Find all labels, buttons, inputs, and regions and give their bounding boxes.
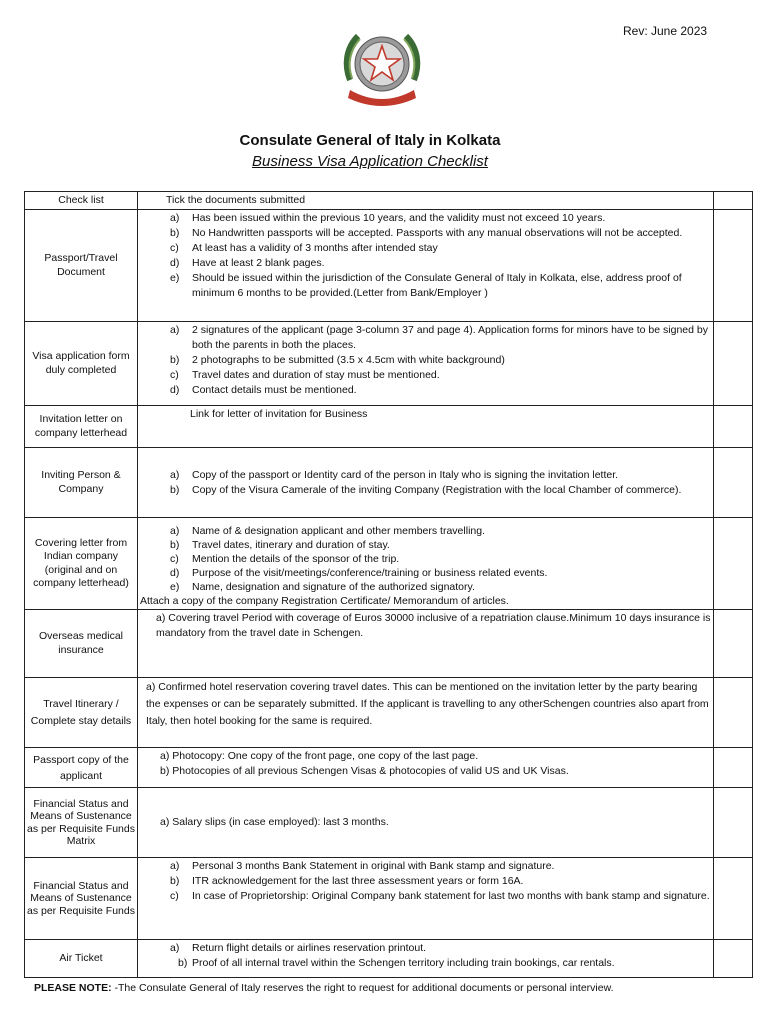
list-item: b) Photocopies of all previous Schengen Visas & photocopies of valid US and UK Visas. <box>160 765 569 777</box>
table-row <box>25 322 753 406</box>
list-item: a) Has been issued within the previous 10 years, and the validity must not exceed 10 years. <box>170 212 606 224</box>
tick-box[interactable] <box>714 610 753 678</box>
row-category: Overseas medical insurance <box>25 610 138 678</box>
row-category: Passport/Travel Document <box>25 210 138 322</box>
row-details <box>138 448 714 518</box>
list-item: a) Photocopy: One copy of the front page, one copy of the last page. <box>160 750 479 762</box>
row-category: Invitation letter on company letterhead <box>25 406 138 448</box>
row-details <box>138 610 714 678</box>
table-row <box>25 940 753 978</box>
list-item: c) Travel dates and duration of stay must be mentioned. <box>170 369 440 381</box>
table-row <box>25 210 753 322</box>
row-details <box>138 858 714 940</box>
list-item: c) Mention the details of the sponsor of the trip. <box>170 553 400 565</box>
list-item: b) 2 photographs to be submitted (3.5 x 4.5cm with white background) <box>170 354 505 366</box>
table-row <box>25 610 753 678</box>
tick-box[interactable] <box>714 748 753 788</box>
tick-box[interactable] <box>714 406 753 448</box>
document-checklist-table <box>24 191 753 978</box>
header-tick-documents: Tick the documents submitted <box>138 192 714 210</box>
list-item: d) Have at least 2 blank pages. <box>170 257 325 269</box>
page-subtitle: Business Visa Application Checklist <box>252 153 488 170</box>
table-row <box>25 748 753 788</box>
list-item: a) Return flight details or airlines reservation printout. <box>170 942 427 954</box>
list-item: a) 2 signatures of the applicant (page 3-column 37 and page 4). Application forms for minors have to be signed by both the parents in both the places. <box>170 324 708 351</box>
footer-note <box>34 982 614 994</box>
tick-box[interactable] <box>714 940 753 978</box>
list-item: c) At least has a validity of 3 months after intended stay <box>170 242 438 254</box>
italian-emblem-icon <box>336 20 428 112</box>
table-row <box>25 858 753 940</box>
registration-certificate-note: Attach a copy of the company Registration Certificate/ Memorandum of articles. <box>140 595 509 607</box>
tick-box[interactable] <box>714 210 753 322</box>
row-category: Passport copy of the applicant <box>25 748 138 788</box>
table-header-row <box>25 192 753 210</box>
itinerary-text: a) Confirmed hotel reservation covering travel dates. This can be mentioned on the invitation letter by the party bearing the expenses or can be separately submitted. If the applicant is travelling to any otherSchengen countries also apart from Italy, then hotel booking for the same is required. <box>146 681 709 727</box>
table-row <box>25 448 753 518</box>
list-item: a) Name of & designation applicant and other members travelling. <box>170 525 485 537</box>
row-details <box>138 788 714 858</box>
tick-box[interactable] <box>714 518 753 610</box>
tick-box[interactable] <box>714 322 753 406</box>
list-item: b) No Handwritten passports will be accepted. Passports with any manual observations will not be accepted. <box>170 227 683 239</box>
row-category: Covering letter from Indian company (original and on company letterhead) <box>25 518 138 610</box>
list-item: b) Travel dates, itinerary and duration of stay. <box>170 539 390 551</box>
list-item: d) Purpose of the visit/meetings/conference/training or business related events. <box>170 567 548 579</box>
salary-slips-text: a) Salary slips (in case employed): last 3 months. <box>160 816 389 828</box>
note-label: PLEASE NOTE: <box>34 982 112 994</box>
row-details <box>138 210 714 322</box>
list-item: d) Contact details must be mentioned. <box>170 384 357 396</box>
list-item: b) ITR acknowledgement for the last three assessment years or form 16A. <box>170 875 524 887</box>
row-details <box>138 678 714 748</box>
row-category: Visa application form duly completed <box>25 322 138 406</box>
tick-box[interactable] <box>714 858 753 940</box>
tick-box[interactable] <box>714 448 753 518</box>
row-category: Financial Status and Means of Sustenance as per Requisite Funds Matrix <box>25 788 138 858</box>
table-row <box>25 406 753 448</box>
row-details <box>138 518 714 610</box>
table-row <box>25 518 753 610</box>
row-category: Travel Itinerary / Complete stay details <box>25 678 138 748</box>
list-item: b) Copy of the Visura Camerale of the inviting Company (Registration with the local Chamber of commerce). <box>170 483 682 496</box>
row-details <box>138 940 714 978</box>
note-text: -The Consulate General of Italy reserves the right to request for additional documents or personal interview. <box>111 982 614 994</box>
list-item: e) Should be issued within the jurisdiction of the Consulate General of Italy in Kolkata, else, address proof of minimum 6 months to be provided.(Letter from Bank/Employer ) <box>170 272 682 299</box>
row-details <box>138 748 714 788</box>
revision-date: Rev: June 2023 <box>623 24 708 38</box>
row-category: Air Ticket <box>25 940 138 978</box>
list-item: c) In case of Proprietorship: Original Company bank statement for last two months with bank stamp and signature. <box>170 890 710 902</box>
table-row <box>25 678 753 748</box>
list-item: a) Personal 3 months Bank Statement in original with Bank stamp and signature. <box>170 860 555 872</box>
list-item: a) Copy of the passport or Identity card of the person in Italy who is signing the invitation letter. <box>170 468 619 481</box>
row-category: Inviting Person & Company <box>25 448 138 518</box>
row-category: Financial Status and Means of Sustenance as per Requisite Funds <box>25 858 138 940</box>
table-row <box>25 788 753 858</box>
page-title: Consulate General of Italy in Kolkata <box>239 132 501 149</box>
list-item: b) Proof of all internal travel within the Schengen territory including train bookings, car rentals. <box>178 957 615 969</box>
invitation-letter-link[interactable]: Link for letter of invitation for Business <box>190 408 368 420</box>
tick-box[interactable] <box>714 678 753 748</box>
header-check-list: Check list <box>25 192 138 210</box>
insurance-text: a) Covering travel Period with coverage of Euros 30000 inclusive of a repatriation clause.Minimum 10 days insurance is mandatory from the travel date in Schengen. <box>156 612 711 639</box>
tick-box[interactable] <box>714 192 753 210</box>
list-item: e) Name, designation and signature of the authorized signatory. <box>170 581 475 593</box>
row-details <box>138 406 714 448</box>
tick-box[interactable] <box>714 788 753 858</box>
row-details <box>138 322 714 406</box>
